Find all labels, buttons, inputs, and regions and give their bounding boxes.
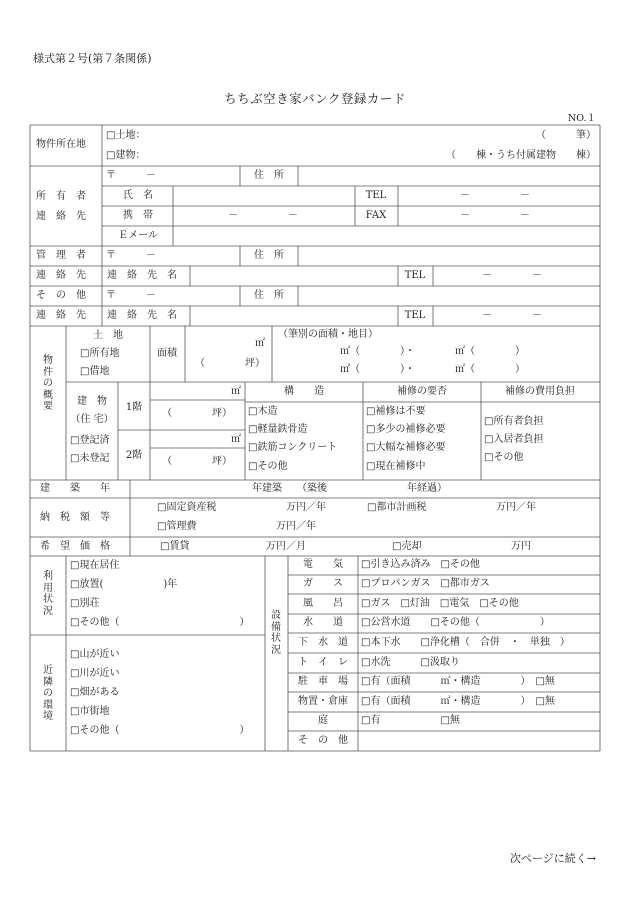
structure-other[interactable]: □その他 (248, 461, 288, 472)
city-planning-tax-unit: 万円／年 (496, 502, 536, 513)
cost-header: 補修の費用負担 (505, 386, 575, 397)
next-page-note: 次ページに続く→ (510, 852, 596, 865)
facilities-label: 設備状況 (271, 610, 281, 656)
manager-tel-field[interactable]: － － (482, 270, 542, 281)
floor-1-label: 1階 (125, 402, 143, 413)
facility-parking-value[interactable]: □有（面積 ㎡・構造 ） □無 (361, 676, 555, 687)
usage-vacant[interactable]: □放置( )年 (70, 579, 178, 590)
manager-postal[interactable]: 〒 － (106, 250, 156, 261)
repair-major[interactable]: □大幅な補修必要 (366, 442, 446, 453)
city-planning-tax-checkbox[interactable]: □都市計画税 (367, 502, 427, 513)
facility-bath-label: 風 呂 (303, 598, 343, 609)
neighborhood-label: 近隣の環境 (43, 665, 53, 722)
cost-tenant[interactable]: □入居者負担 (484, 434, 544, 445)
owner-address-label: 住 所 (254, 170, 284, 181)
facility-garden-value[interactable]: □有 □無 (361, 715, 460, 726)
unregistered-checkbox[interactable]: □未登記 (70, 453, 110, 464)
other-label: そ の 他 (36, 290, 86, 301)
cost-other[interactable]: □その他 (484, 452, 524, 463)
breakdown-row-2[interactable]: ㎡（ ）・ ㎡（ ） (340, 364, 525, 375)
building-label: 建 物 (77, 396, 107, 407)
rent-unit: 万円／月 (266, 541, 306, 552)
structure-rc[interactable]: □鉄筋コンクリート (248, 442, 338, 453)
price-label: 希 望 価 格 (40, 541, 110, 552)
repair-in-progress[interactable]: □現在補修中 (366, 461, 426, 472)
usage-other[interactable]: □その他（ ） (70, 617, 250, 628)
floor-2-label: 2階 (125, 450, 143, 461)
owner-fax-field[interactable]: － － (460, 210, 530, 221)
facility-water-label: 水 道 (303, 617, 343, 628)
facility-parking-label: 駐 車 場 (298, 676, 348, 687)
near-field[interactable]: □畑がある (70, 687, 120, 698)
form-number: 様式第２号(第７条関係) (33, 52, 152, 65)
structure-header: 構 造 (284, 386, 324, 397)
land-label: 土 地 (93, 330, 123, 341)
facility-bath-value[interactable]: □ガス □灯油 □電気 □その他 (361, 598, 519, 609)
repair-header: 補修の要否 (397, 386, 447, 397)
registered-checkbox[interactable]: □登記済 (70, 435, 110, 446)
property-location-label: 物件所在地 (36, 139, 86, 150)
card-number: NO.１ (567, 113, 596, 124)
facility-sewer-label: 下 水 道 (298, 637, 348, 648)
facility-sewer-value[interactable]: □本下水 □浄化槽（ 合併 ・ 単独 ） (361, 637, 570, 648)
facility-gas-value[interactable]: □プロパンガス □都市ガス (361, 578, 490, 589)
owner-name-label: 氏 名 (123, 190, 153, 201)
land-checkbox[interactable]: □土地： (106, 130, 146, 141)
owner-label: 所 有 者 (36, 191, 86, 202)
structure-light-steel[interactable]: □軽量鉄骨造 (248, 424, 308, 435)
breakdown-row-1[interactable]: ㎡（ ）・ ㎡（ ） (340, 346, 525, 357)
floor-1-sqm: ㎡ (231, 386, 241, 397)
owner-mobile-field[interactable]: － － (228, 210, 298, 221)
other-contact-name-label: 連 絡 先 名 (107, 310, 177, 321)
building-house-label: （住 宅） (70, 414, 114, 425)
owner-email-label: Ｅメール (118, 230, 158, 241)
sale-checkbox[interactable]: □売却 (392, 541, 422, 552)
owner-tel-field[interactable]: － － (460, 190, 530, 201)
other-contact-label: 連 絡 先 (36, 310, 86, 321)
tax-label: 納 税 額 等 (40, 512, 110, 523)
sale-unit: 万円 (511, 541, 531, 552)
other-address-label: 住 所 (254, 290, 284, 301)
built-year-value[interactable]: 年建築 （築後 年経過） (252, 483, 447, 494)
management-fee-checkbox[interactable]: □管理費 (157, 521, 197, 532)
owner-mobile-label: 携 帯 (123, 210, 153, 221)
usage-villa[interactable]: □別荘 (70, 598, 100, 609)
facility-storage-value[interactable]: □有（面積 ㎡・構造 ） □無 (361, 696, 555, 707)
facility-storage-label: 物置・倉庫 (298, 696, 348, 707)
manager-address-label: 住 所 (254, 250, 284, 261)
manager-tel-label: TEL (404, 270, 426, 281)
facility-other-label: そ の 他 (298, 735, 348, 746)
other-tel-field[interactable]: － － (482, 310, 542, 321)
facility-electricity-label: 電 気 (303, 559, 343, 570)
other-postal[interactable]: 〒 － (106, 290, 156, 301)
facility-electricity-value[interactable]: □引き込み済み □その他 (361, 559, 480, 570)
manager-label: 管 理 者 (36, 250, 86, 261)
land-sqm-unit: ㎡ (255, 338, 265, 349)
built-year-label: 建 築 年 (40, 483, 110, 494)
urban-area[interactable]: □市街地 (70, 706, 110, 717)
area-label: 面積 (157, 348, 177, 359)
leased-land-checkbox[interactable]: □借地 (80, 366, 110, 377)
facility-garden-label: 庭 (318, 715, 328, 726)
land-tsubo-unit: （ 坪） (195, 358, 265, 369)
owner-fax-label: FAX (365, 210, 387, 221)
lots-unit: （ 筆） (536, 130, 596, 141)
owner-postal[interactable]: 〒 － (106, 170, 156, 181)
owner-contact-label: 連 絡 先 (36, 211, 86, 222)
usage-living[interactable]: □現在居住 (70, 560, 120, 571)
structure-wood[interactable]: □木造 (248, 406, 278, 417)
page-title: ちちぶ空き家バンク登録カード (224, 91, 406, 106)
building-checkbox[interactable]: □建物： (106, 150, 146, 161)
management-fee-unit: 万円／年 (276, 521, 316, 532)
rent-checkbox[interactable]: □賃貸 (160, 541, 190, 552)
cost-owner[interactable]: □所有者負担 (484, 416, 544, 427)
manager-contact-label: 連 絡 先 (36, 270, 86, 281)
fixed-asset-tax-checkbox[interactable]: □固定資産税 (157, 502, 217, 513)
facility-water-value[interactable]: □公営水道 □その他（ ） (361, 617, 550, 628)
overview-label: 物件の概要 (43, 355, 53, 412)
facility-toilet-label: ト イ レ (298, 657, 348, 668)
floor-1-tsubo: （ 坪） (162, 408, 232, 419)
owner-tel-label: TEL (365, 190, 387, 201)
manager-contact-name-label: 連 絡 先 名 (107, 270, 177, 281)
fixed-asset-tax-unit: 万円／年 (286, 502, 326, 513)
repair-none[interactable]: □補修は不要 (366, 406, 426, 417)
owned-land-checkbox[interactable]: □所有地 (80, 348, 120, 359)
neighborhood-other[interactable]: □その他（ ） (70, 725, 250, 736)
other-tel-label: TEL (404, 310, 426, 321)
near-river[interactable]: □川が近い (70, 668, 120, 679)
breakdown-label: （筆別の面積・地目） (278, 329, 378, 340)
usage-label: 利用状況 (43, 571, 53, 617)
repair-minor[interactable]: □多少の補修必要 (366, 424, 446, 435)
facility-toilet-value[interactable]: □水洗 □汲取り (361, 657, 460, 668)
building-count-unit: （ 棟・うち付属建物 棟） (446, 150, 596, 161)
facility-gas-label: ガ ス (303, 578, 343, 589)
floor-2-tsubo: （ 坪） (162, 456, 232, 467)
floor-2-sqm: ㎡ (231, 434, 241, 445)
near-mountain[interactable]: □山が近い (70, 649, 120, 660)
